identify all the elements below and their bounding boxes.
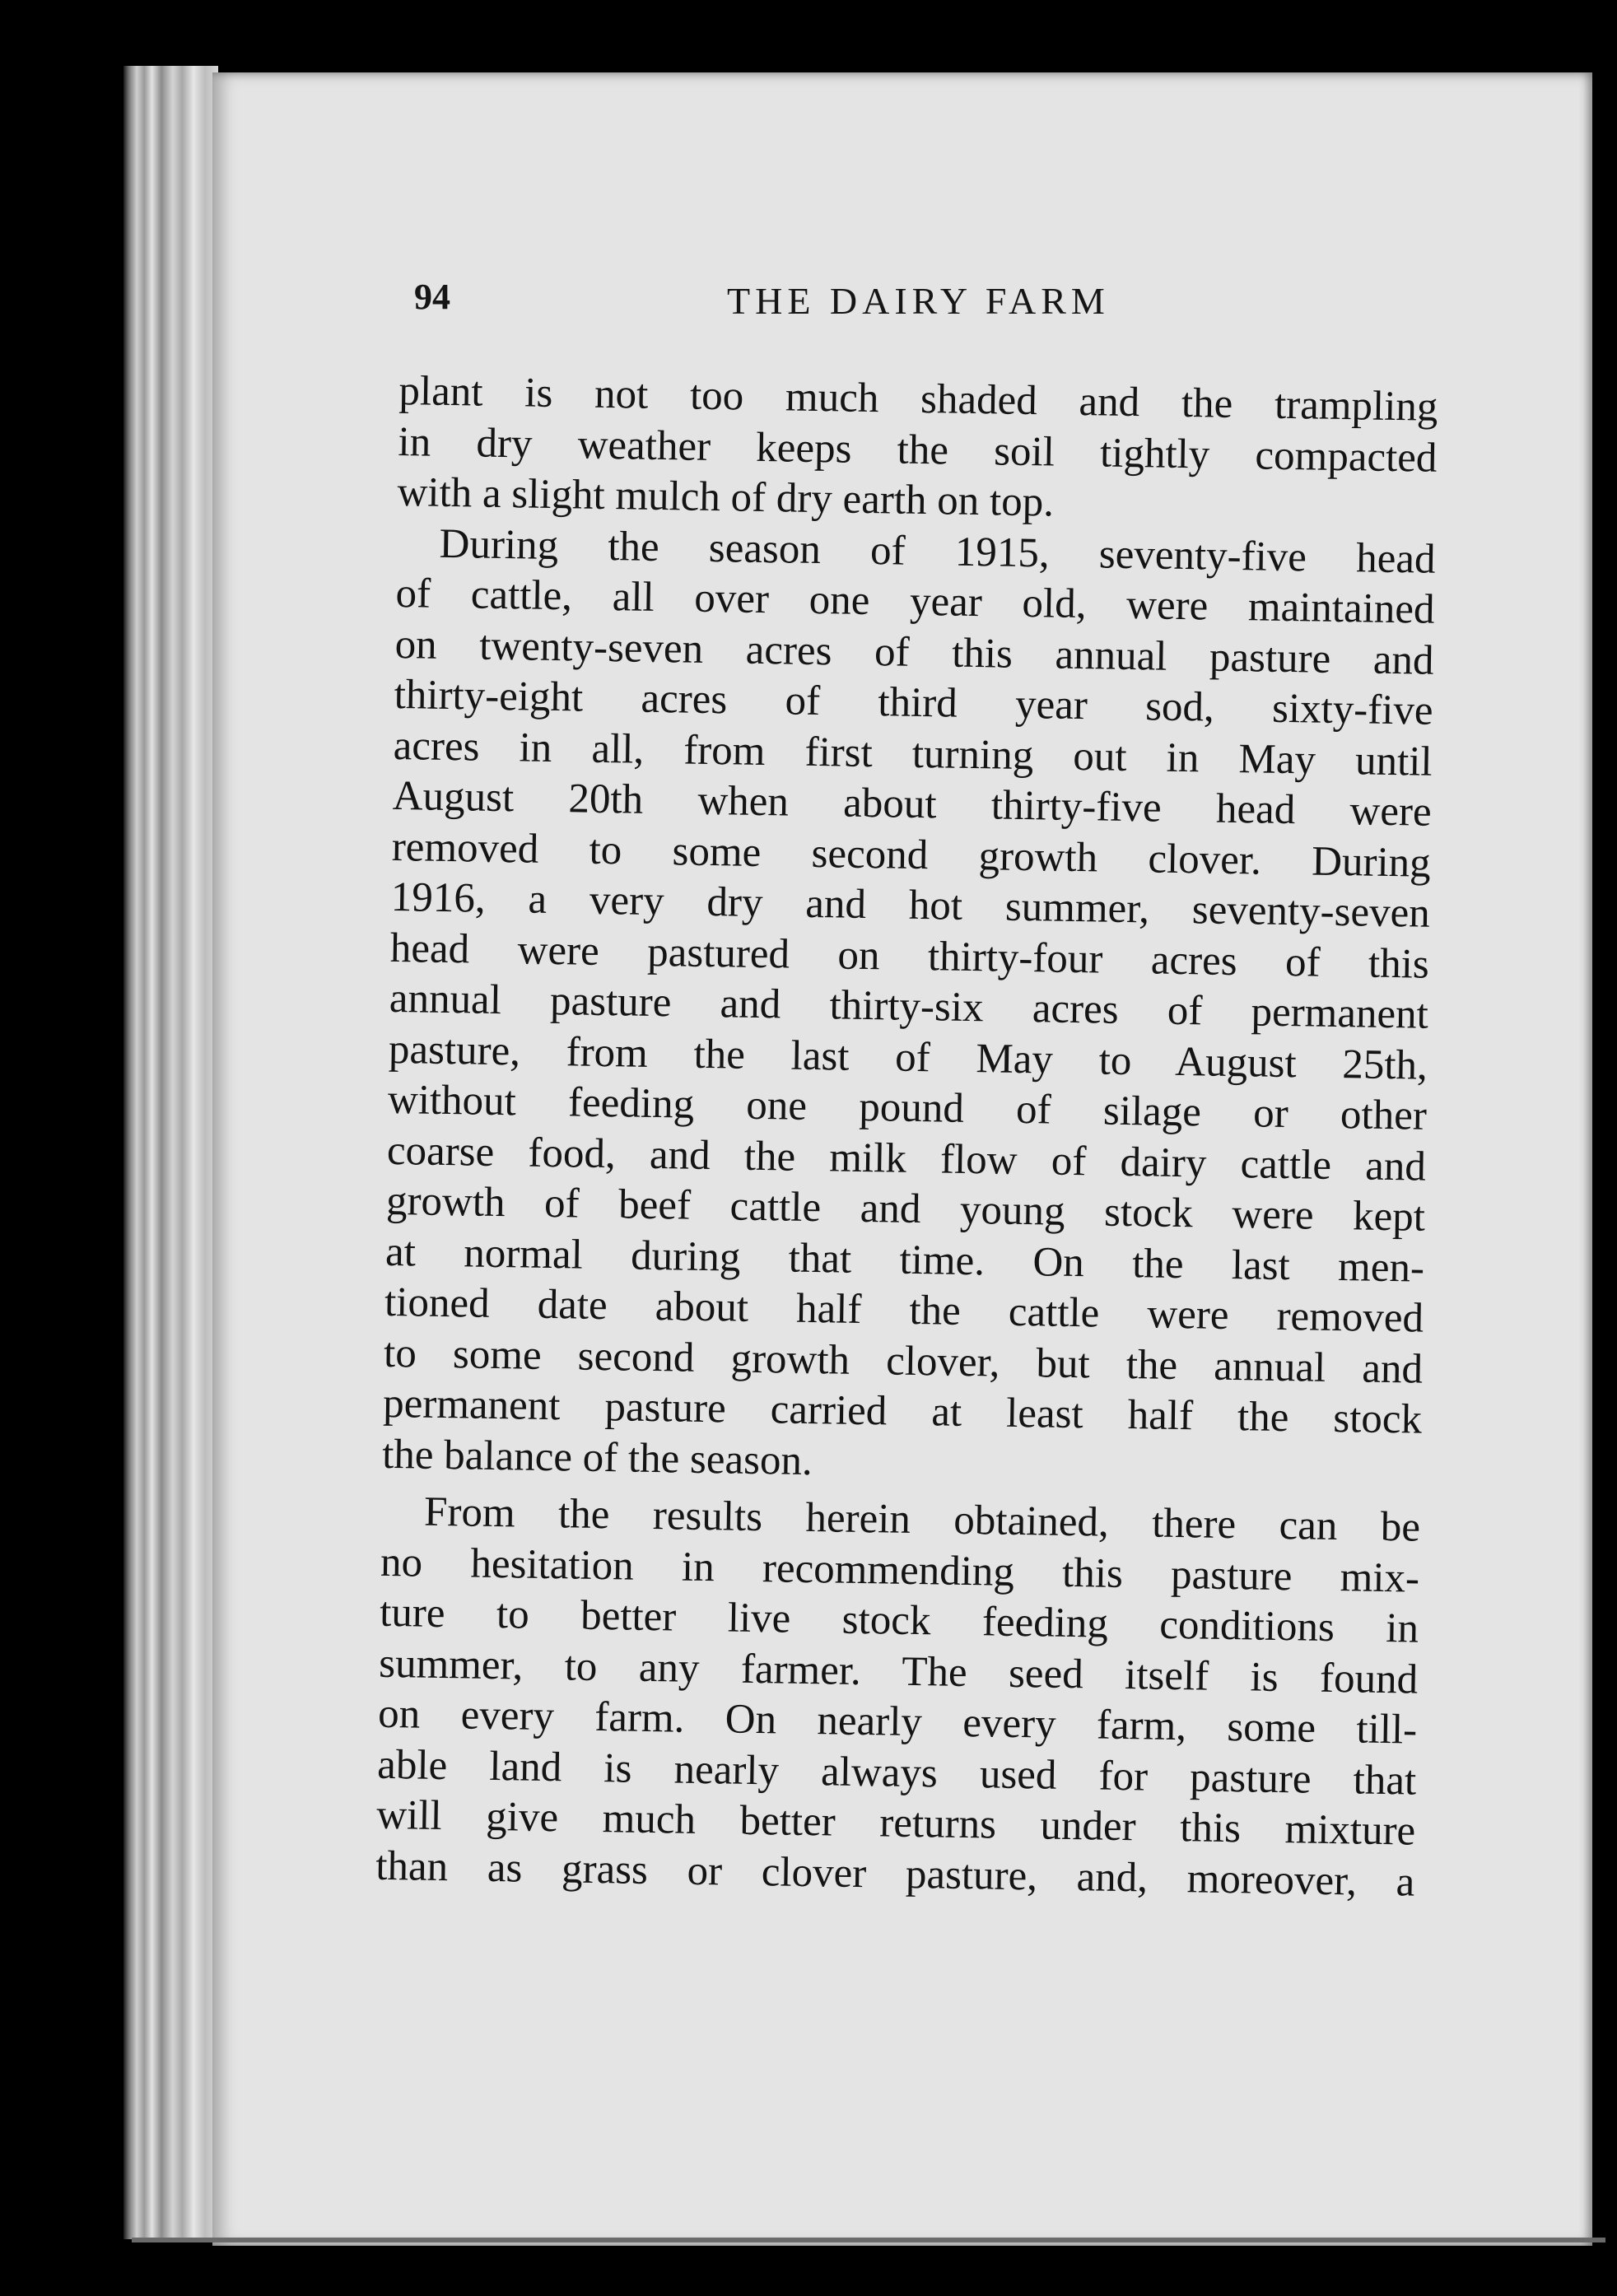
text-line: August 20th when about thirty-five head were [392,772,1433,836]
text-line: no hesitation in recommending this pasture mix- [380,1539,1420,1602]
text-line: on every farm. On nearly every farm, some till- [377,1690,1418,1753]
text-line: of cattle, all over one year old, were maintained [395,570,1435,633]
text-line: with a slight mulch of dry earth on top. [397,468,1055,526]
text-line: able land is nearly always used for pasture that [376,1741,1417,1805]
page-bottom-edge [132,2238,1605,2242]
text-line: the balance of the season. [381,1431,813,1484]
text-line: annual pasture and thirty-six acres of permanent [389,975,1429,1038]
text-line: summer, to any farmer. The seed itself is found [378,1640,1419,1703]
running-title: THE DAIRY FARM [727,280,1110,322]
page-number: 94 [414,277,450,317]
text-line: at normal during that time. On the last men- [384,1228,1425,1292]
text-line: plant is not too much shaded and the trampling [398,367,1438,431]
text-line: ture to better live stock feeding conditions in [379,1589,1419,1652]
text-line: without feeding one pound of silage or other [387,1076,1428,1139]
text-line: tioned date about half the cattle were removed [384,1278,1424,1342]
text-line: to some second growth clover, but the annual and [383,1330,1424,1393]
running-head [414,276,1435,333]
text-line: than as grass or clover pasture, and, moreover, a [375,1842,1415,1906]
text-line: will give much better returns under this mixture [375,1791,1416,1855]
text-line: 1916, a very dry and hot summer, seventy-seven [390,873,1431,937]
text-line: During the season of 1915, seventy-five head [439,520,1436,583]
text-line: permanent pasture carried at least half the stock [382,1380,1423,1443]
text-line: pasture, from the last of May to August 25th, [388,1026,1428,1089]
text-line: coarse food, and the milk flow of dairy cattle and [386,1127,1427,1190]
text-line: growth of beef cattle and young stock were kept [385,1177,1426,1241]
text-line: head were pastured on thirty-four acres of this [389,924,1430,988]
text-line: acres in all, from first turning out in May until [393,722,1433,785]
text-line: on twenty-seven acres of this annual pasture and [394,621,1434,684]
body-text [375,366,1438,1908]
text-line: in dry weather keeps the soil tightly compacted [398,418,1438,482]
text-line: thirty-eight acres of third year sod, sixty-five [394,671,1434,734]
text-line: removed to some second growth clover. During [391,823,1432,887]
book-spine [123,66,218,2239]
text-line: From the results herein obtained, there can be [423,1488,1421,1551]
